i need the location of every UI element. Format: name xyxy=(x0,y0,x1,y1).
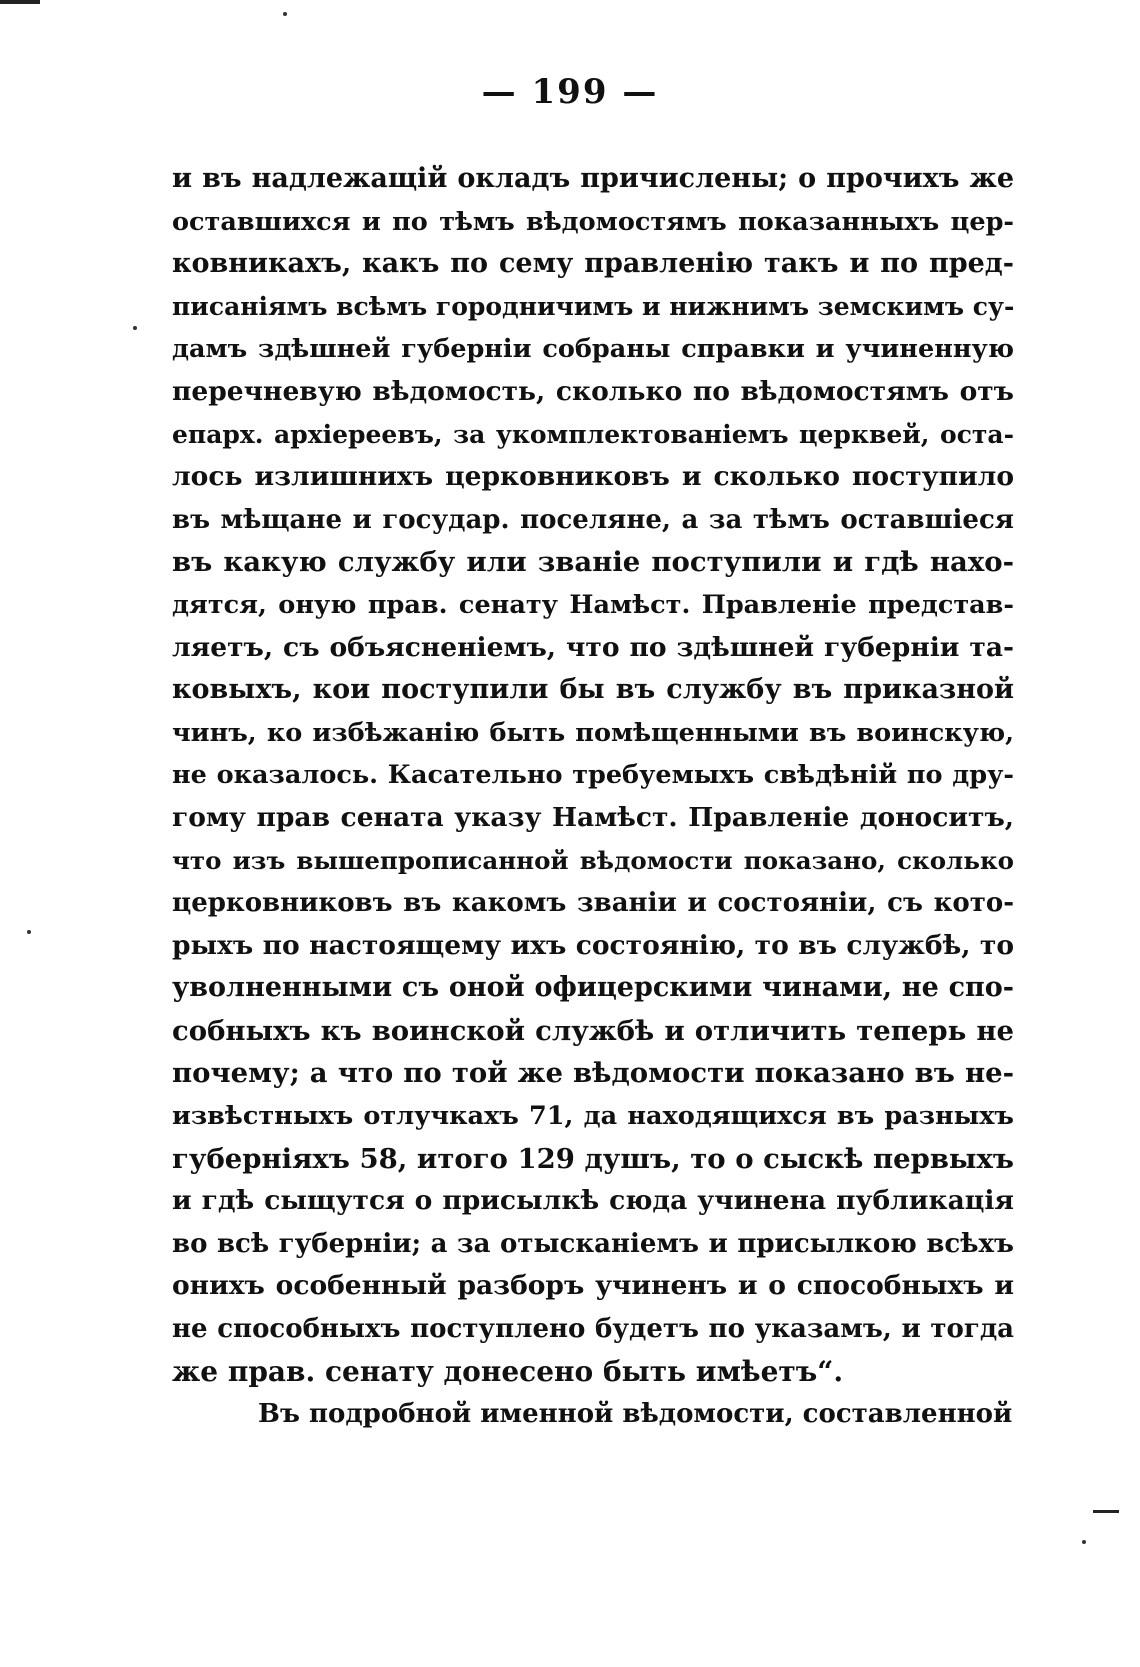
text-line: въ мѣщане и государ. поселяне, а за тѣмъ оставшіеся xyxy=(172,504,1014,535)
text-line: гому прав сената указу Намѣст. Правленіе доноситъ, xyxy=(172,801,1014,833)
body-text xyxy=(172,158,1014,1436)
text-line: чинъ, ко избѣжанію быть помѣщенными въ воинскую, xyxy=(172,717,1014,748)
text-line: во всѣ губерніи; а за отысканіемъ и присылкою всѣхъ xyxy=(172,1228,1014,1259)
text-line: и въ надлежащій окладъ причислены; о прочихъ же xyxy=(172,163,1014,194)
text-line: не оказалось. Касательно требуемыхъ свѣдѣній по дру- xyxy=(172,760,1014,791)
text-line: оставшихся и по тѣмъ вѣдомостямъ показанныхъ цер- xyxy=(172,206,1014,237)
text-line: что изъ вышепрописанной вѣдомости показано, сколько xyxy=(172,845,1014,875)
text-line: лось излишнихъ церковниковъ и сколько поступило xyxy=(172,461,1014,493)
text-line: ковыхъ, кои поступили бы въ службу въ приказной xyxy=(172,674,1014,706)
text-line: дятся, оную прав. сенату Намѣст. Правленіе представ- xyxy=(172,589,1014,620)
text-line: и гдѣ сыщутся о присылкѣ сюда учинена публикація xyxy=(172,1185,1014,1217)
text-line: ковникахъ, какъ по сему правленію такъ и по пред- xyxy=(172,248,1014,280)
text-line: ляетъ, съ объясненіемъ, что по здѣшней губерніи та- xyxy=(172,631,1014,663)
text-line: епарх. архіереевъ, за укомплектованіемъ церквей, оста- xyxy=(172,419,1014,449)
scan-edge-mark xyxy=(1093,1510,1119,1513)
text-line: писаніямъ всѣмъ городничимъ и нижнимъ земскимъ су- xyxy=(172,291,1014,321)
text-line: собныхъ къ воинской службѣ и отличить теперь не xyxy=(172,1014,1014,1047)
scan-speck xyxy=(283,12,287,16)
scan-speck xyxy=(1082,1540,1086,1544)
text-line: губерніяхъ 58, итого 129 душъ, то о сыскѣ первыхъ xyxy=(172,1142,1014,1175)
scan-speck xyxy=(133,326,137,330)
text-line: уволненными съ оной офицерскими чинами, не спо- xyxy=(172,972,1014,1004)
text-line: почему; а что по той же вѣдомости показано въ не- xyxy=(172,1057,1014,1090)
text-line: онихъ особенный разборъ учиненъ и о способныхъ и xyxy=(172,1270,1014,1302)
text-line: въ какую службу или званіе поступили и гдѣ нахо- xyxy=(172,546,1014,579)
text-line: же прав. сенату донесено быть имѣетъ“. xyxy=(172,1354,844,1388)
text-line: извѣстныхъ отлучкахъ 71, да находящихся въ разныхъ xyxy=(172,1101,1014,1132)
scan-speck xyxy=(27,930,31,934)
page-number: — 199 — xyxy=(481,72,659,112)
text-line: не способныхъ поступлено будетъ по указамъ, и тогда xyxy=(172,1314,1014,1345)
paragraph-start-line: Въ подробной именной вѣдомости, составленной xyxy=(258,1399,1013,1430)
text-line: рыхъ по настоящему ихъ состоянію, то въ службѣ, то xyxy=(172,929,1014,961)
scan-edge-mark xyxy=(0,0,40,4)
text-line: церковниковъ въ какомъ званіи и состояніи, съ кото- xyxy=(172,888,1014,919)
text-line: дамъ здѣшней губерніи собраны справки и учиненную xyxy=(172,334,1014,365)
text-line: перечневую вѣдомость, сколько по вѣдомостямъ отъ xyxy=(172,375,1014,407)
